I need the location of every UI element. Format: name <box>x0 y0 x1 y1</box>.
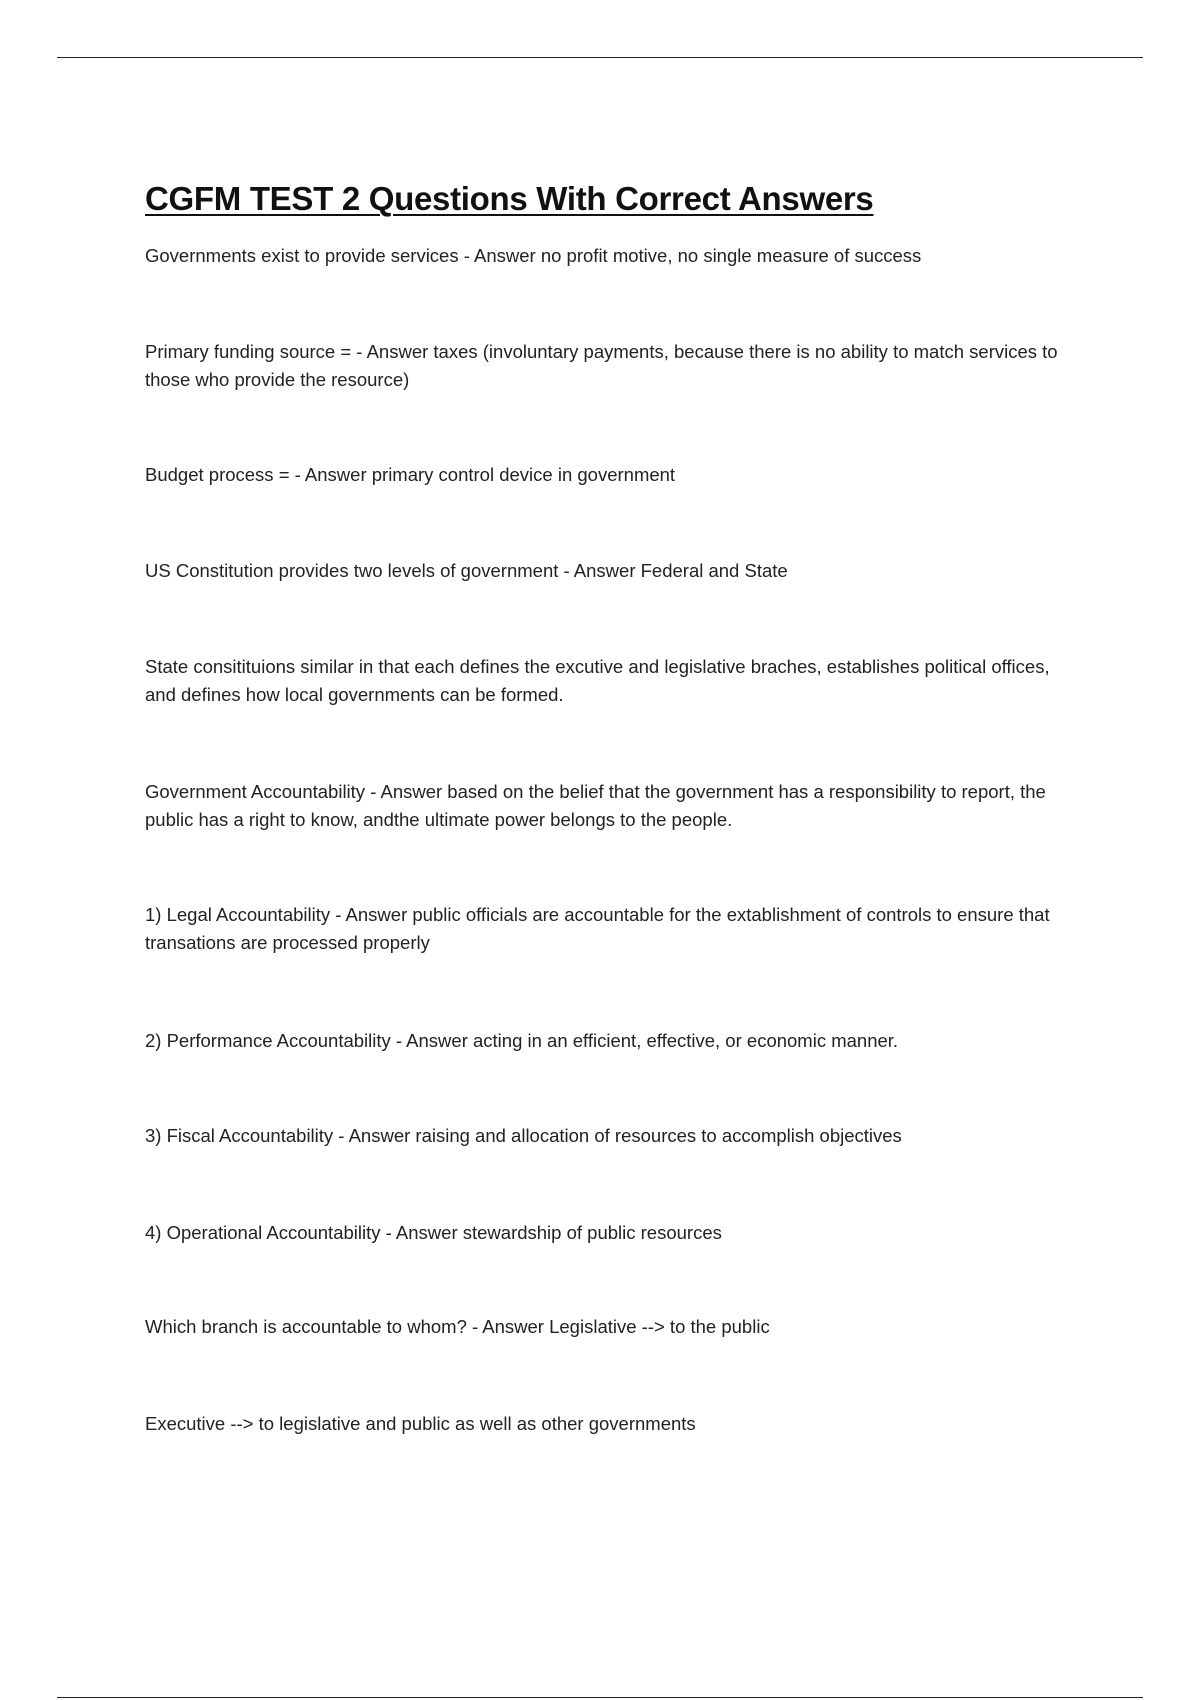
qa-entry: Budget process = - Answer primary control device in government <box>145 464 676 485</box>
bottom-rule <box>57 1697 1143 1698</box>
qa-entry: 1) Legal Accountability - Answer public officials are accountable for the extablishment of controls to ensure that transations are processed properly <box>145 904 1050 953</box>
qa-entry: 2) Performance Accountability - Answer acting in an efficient, effective, or economic manner. <box>145 1030 899 1051</box>
qa-entry: US Constitution provides two levels of government - Answer Federal and State <box>145 560 788 581</box>
qa-entry: Primary funding source = - Answer taxes (involuntary payments, because there is no ability to match services to those who provide the resource) <box>145 341 1058 390</box>
qa-entry: Governments exist to provide services - Answer no profit motive, no single measure of success <box>145 245 922 266</box>
qa-entry: Executive --> to legislative and public as well as other governments <box>145 1413 696 1434</box>
qa-entry: 4) Operational Accountability - Answer stewardship of public resources <box>145 1222 722 1243</box>
top-rule <box>57 57 1143 58</box>
qa-entry: State consitituions similar in that each defines the excutive and legislative braches, establishes political offices, and defines how local governments can be formed. <box>145 656 1050 705</box>
page-title: CGFM TEST 2 Questions With Correct Answers <box>145 180 874 217</box>
qa-entry: Which branch is accountable to whom? - Answer Legislative --> to the public <box>145 1316 770 1337</box>
qa-entry: Government Accountability - Answer based on the belief that the government has a responsibility to report, the public has a right to know, andthe ultimate power belongs to the people. <box>145 781 1046 830</box>
qa-entry: 3) Fiscal Accountability - Answer raising and allocation of resources to accomplish objectives <box>145 1125 902 1146</box>
